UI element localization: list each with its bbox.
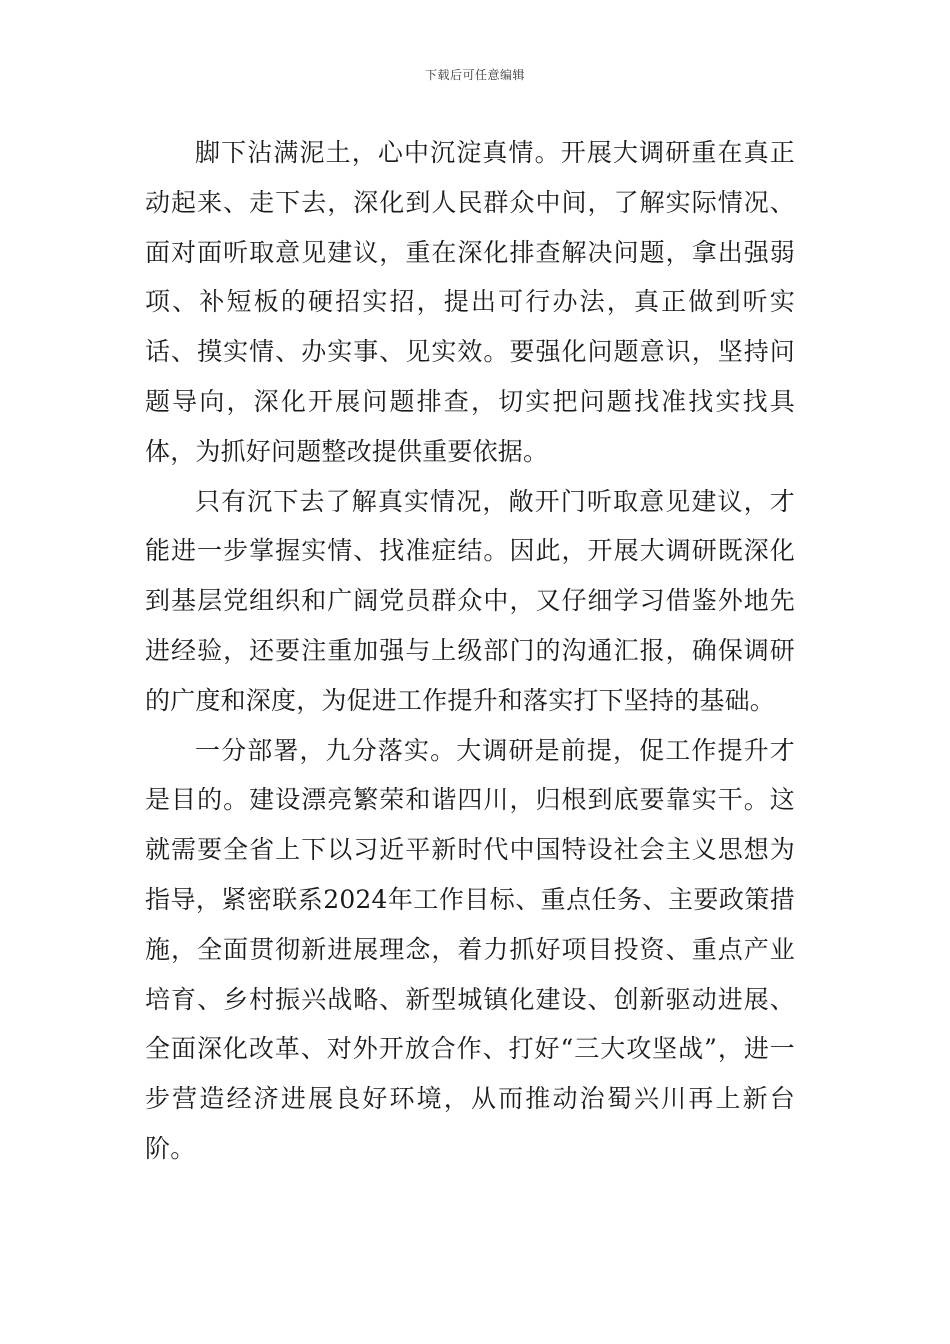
page-header-note: 下载后可任意编辑 [424,68,525,82]
paragraph-3: 一分部署，九分落实。大调研是前提，促工作提升才是目的。建设漂亮繁荣和谐四川，归根到底要靠实干。这就需要全省上下以习近平新时代中国特设社会主义思想为指导，紧密联系2024年工作目标、重点任务、主要政策措施，全面贯彻新进展理念，着力抓好项目投资、重点产业培育、乡村振兴战略、新型城镇化建设、创新驱动进展、全面深化改革、对外开放合作、打好“三大攻坚战”，进一步营造经济进展良好环境，从而推动治蜀兴川再上新台阶。 [145,735,795,1163]
document-body [145,128,795,1174]
paragraph-1: 脚下沾满泥土，心中沉淀真情。开展大调研重在真正动起来、走下去，深化到人民群众中间，了解实际情况、面对面听取意见建议，重在深化排查解决问题，拿出强弱项、补短板的硬招实招，提出可行办法，真正做到听实话、摸实情、办实事、见实效。要强化问题意识，坚持问题导向，深化开展问题排查，切实把问题找准找实找具体，为抓好问题整改提供重要依据。 [145,138,795,466]
paragraph-2: 只有沉下去了解真实情况，敞开门听取意见建议，才能进一步掌握实情、找准症结。因此，开展大调研既深化到基层党组织和广阔党员群众中，又仔细学习借鉴外地先进经验，还要注重加强与上级部门的沟通汇报，确保调研的广度和深度，为促进工作提升和落实打下坚持的基础。 [145,486,795,715]
